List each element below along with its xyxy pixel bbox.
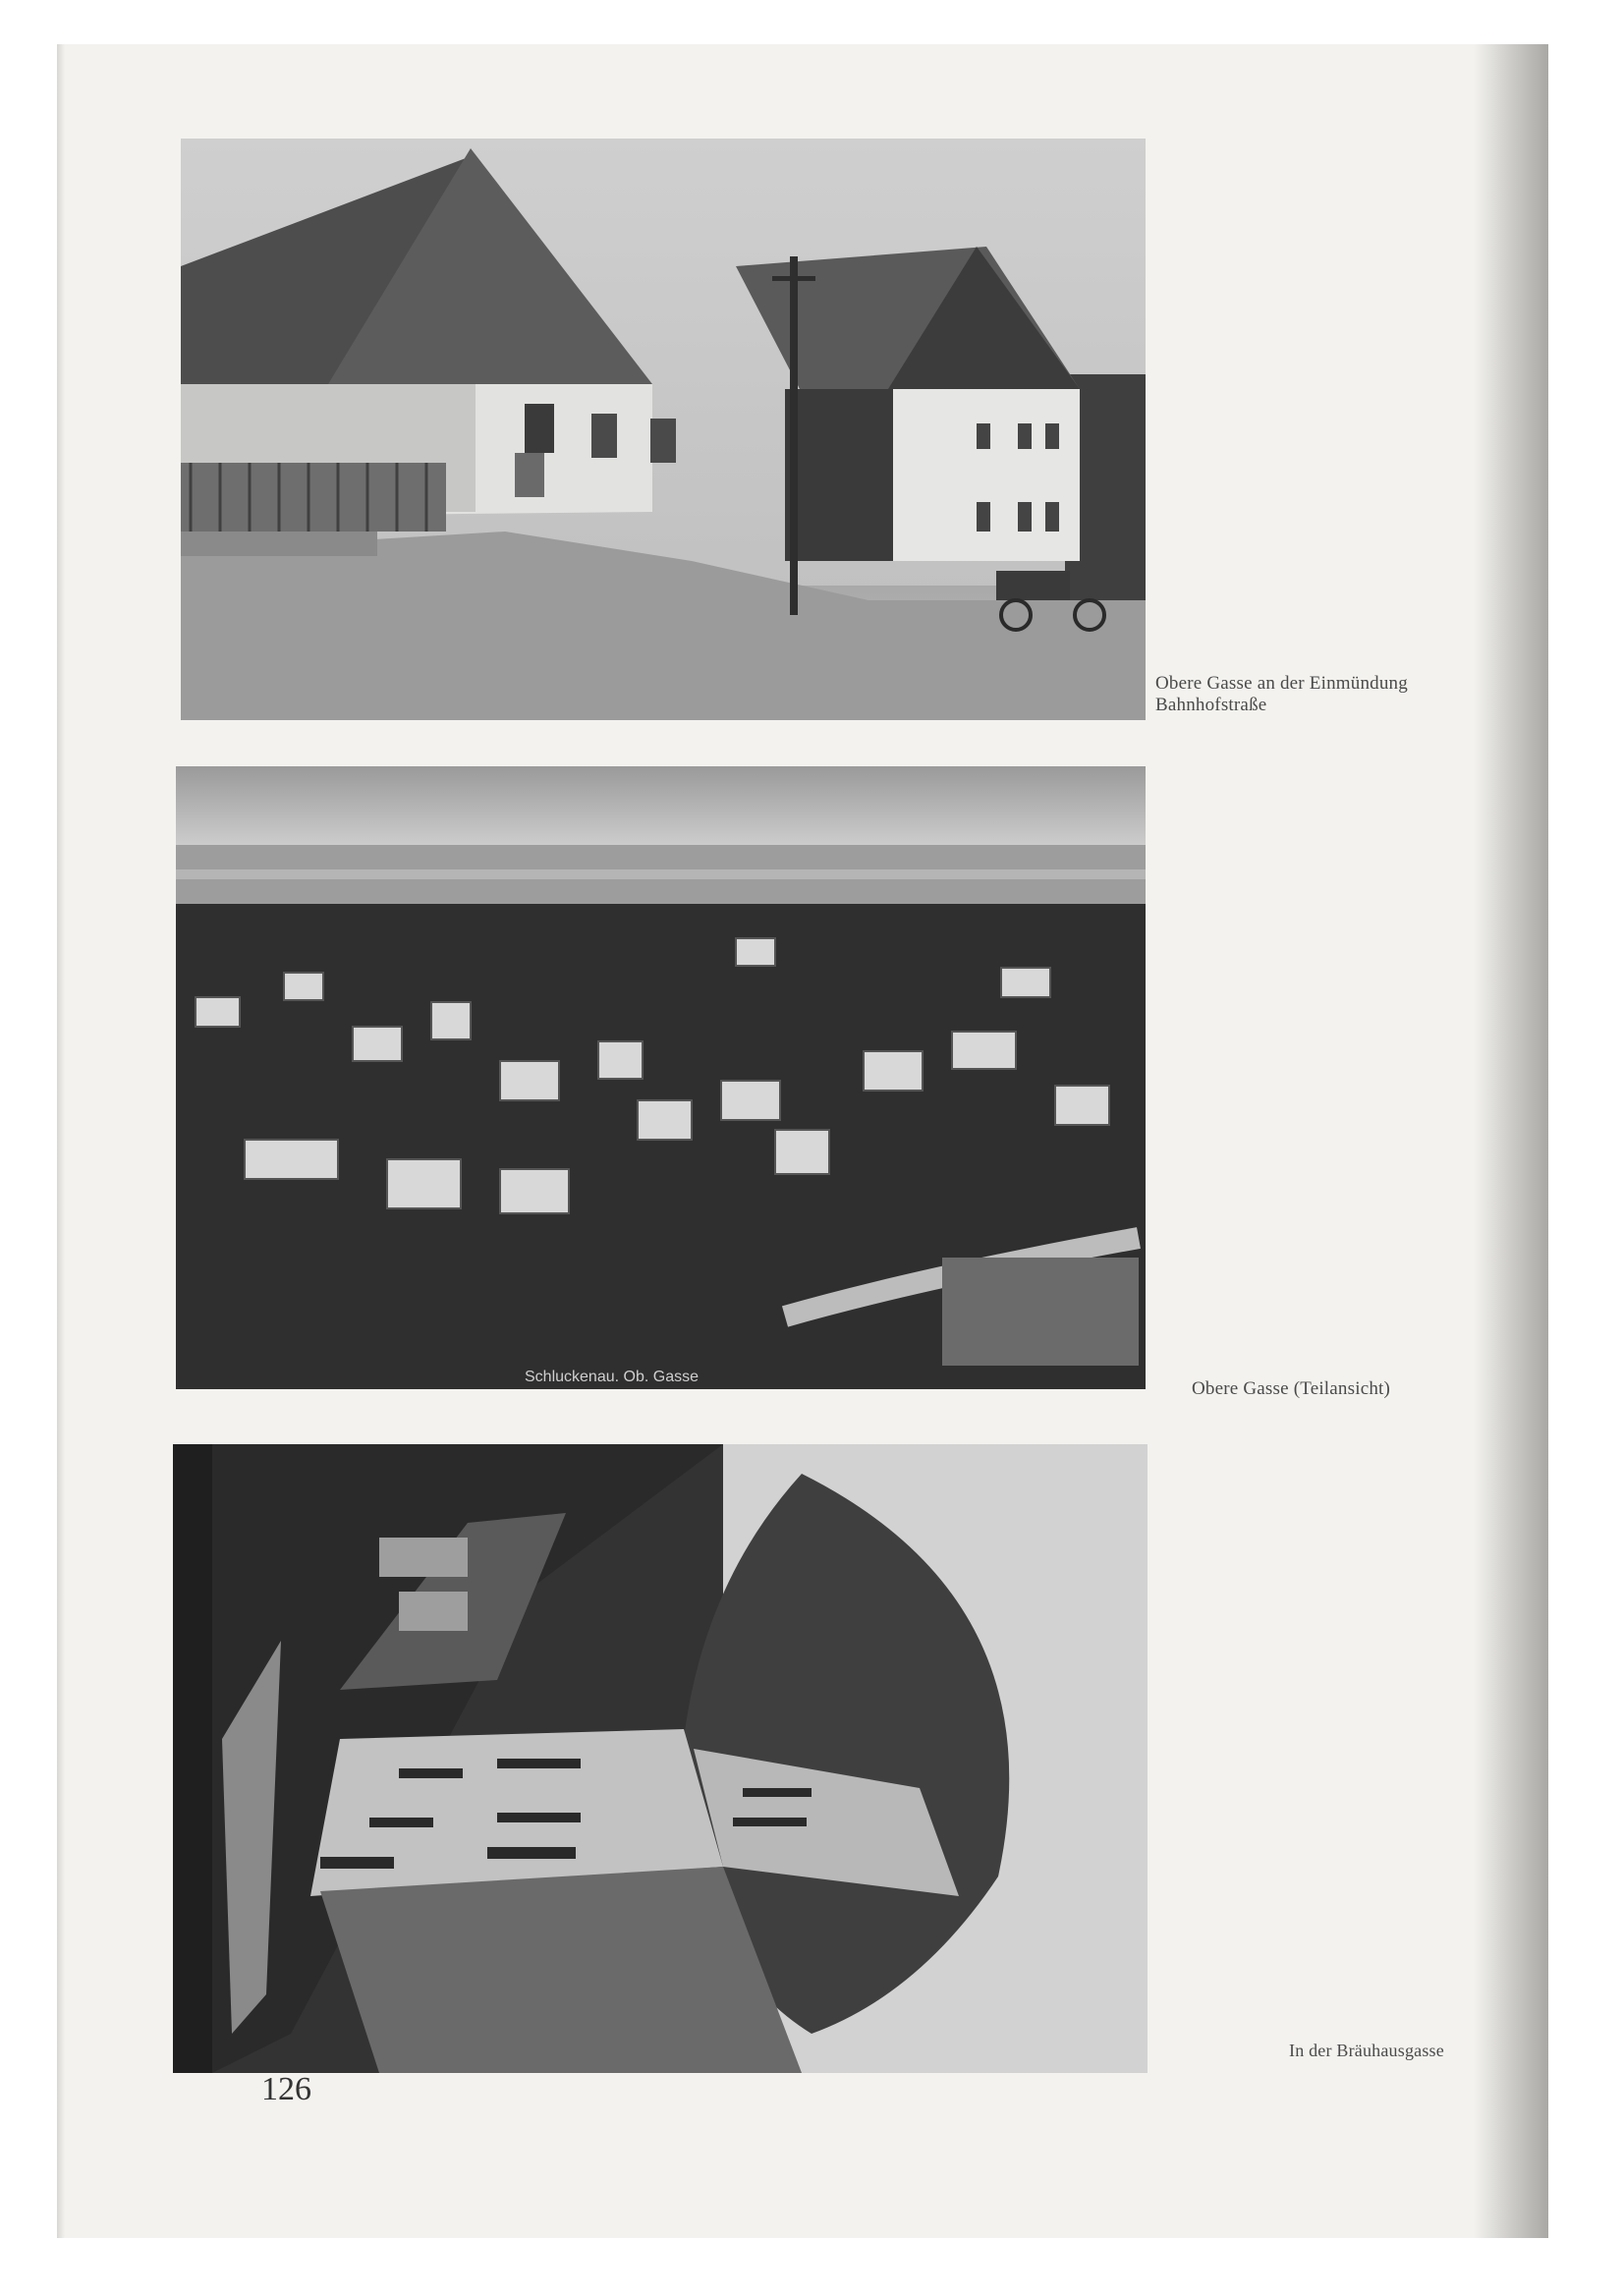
photo-village-overview [176,766,1146,1389]
caption-village-overview [1192,1378,1390,1400]
caption-line: Obere Gasse an der Einmündung [1155,673,1408,694]
caption-brauhausgasse [1289,2040,1444,2061]
page-edge-shadow-right [1474,44,1548,2238]
caption-line: Obere Gasse (Teilansicht) [1192,1378,1391,1399]
page-number: 126 [261,2071,311,2107]
caption-farmhouses [1155,673,1408,716]
photo-farmhouses [181,139,1146,720]
page-edge-shadow-left [57,44,65,2238]
caption-line: Bahnhofstraße [1155,695,1267,715]
caption-line: In der Bräuhausgasse [1289,2041,1444,2060]
photo-brauhausgasse-rooftops [173,1444,1148,2073]
photo-overlay-text: Schluckenau. Ob. Gasse [525,1369,699,1385]
